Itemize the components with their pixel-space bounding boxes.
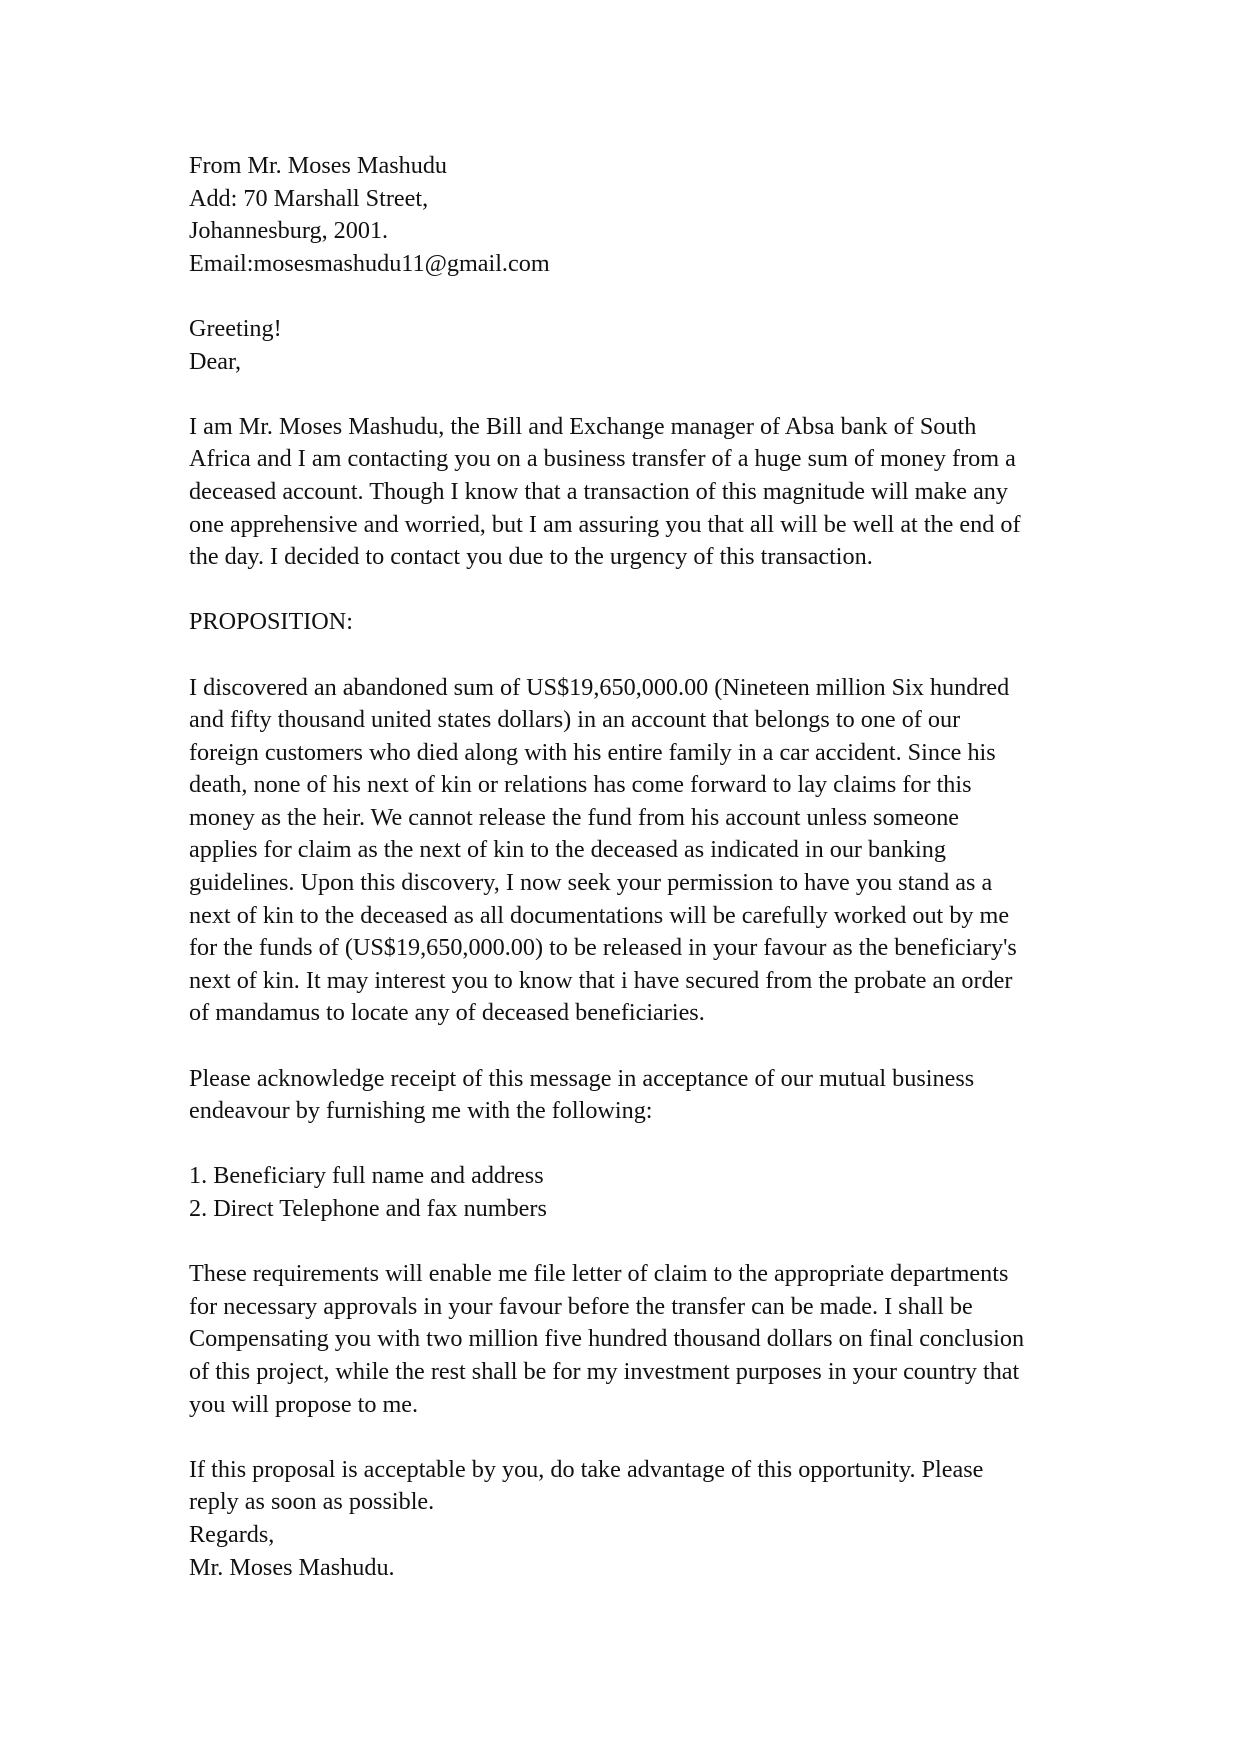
proposition-heading: PROPOSITION: xyxy=(189,608,353,636)
paragraph-gap xyxy=(189,1226,1089,1259)
paragraph-gap xyxy=(189,639,1089,672)
salutation xyxy=(189,313,1089,378)
sender-address-line: Add: 70 Marshall Street, xyxy=(189,184,429,212)
requirements-list xyxy=(189,1160,1089,1225)
paragraph-gap xyxy=(189,1421,1089,1454)
closing-paragraph xyxy=(189,1454,1089,1584)
sender-header xyxy=(189,150,1089,280)
request-line: endeavour by furnishing me with the following: xyxy=(189,1097,653,1125)
requirements-line: for necessary approvals in your favour before the transfer can be made. I shall be xyxy=(189,1292,973,1320)
proposition-line: applies for claim as the next of kin to the deceased as indicated in our banking xyxy=(189,836,946,864)
sender-city-line: Johannesburg, 2001. xyxy=(189,217,389,245)
letter-body xyxy=(189,150,1089,1584)
greeting-line: Greeting! xyxy=(189,314,282,342)
request-paragraph xyxy=(189,1063,1089,1128)
intro-line: Africa and I am contacting you on a business transfer of a huge sum of money from a xyxy=(189,445,1016,473)
closing-line: If this proposal is acceptable by you, do take advantage of this opportunity. Please xyxy=(189,1455,984,1483)
signature-name: Mr. Moses Mashudu. xyxy=(189,1553,395,1581)
closing-line: reply as soon as possible. xyxy=(189,1488,435,1516)
dear-line: Dear, xyxy=(189,347,242,375)
proposition-line: guidelines. Upon this discovery, I now seek your permission to have you stand as a xyxy=(189,869,993,897)
proposition-line: I discovered an abandoned sum of US$19,650,000.00 (Nineteen million Six hundred xyxy=(189,673,1010,701)
intro-line: deceased account. Though I know that a transaction of this magnitude will make any xyxy=(189,477,1008,505)
paragraph-gap xyxy=(189,574,1089,607)
intro-line: the day. I decided to contact you due to the urgency of this transaction. xyxy=(189,543,873,571)
paragraph-gap xyxy=(189,378,1089,411)
sender-email: Email:mosesmashudu11@gmail.com xyxy=(189,249,550,277)
proposition-line: next of kin to the deceased as all documentations will be carefully worked out by me xyxy=(189,901,1010,929)
list-item: 1. Beneficiary full name and address xyxy=(189,1162,544,1190)
requirements-line: of this project, while the rest shall be for my investment purposes in your country that xyxy=(189,1357,1020,1385)
proposition-line: of mandamus to locate any of deceased beneficiaries. xyxy=(189,999,705,1027)
intro-line: one apprehensive and worried, but I am assuring you that all will be well at the end of xyxy=(189,510,1021,538)
proposition-line: next of kin. It may interest you to know that i have secured from the probate an order xyxy=(189,966,1013,994)
paragraph-gap xyxy=(189,280,1089,313)
requirements-line: you will propose to me. xyxy=(189,1390,419,1418)
paragraph-gap xyxy=(189,1030,1089,1063)
proposition-line: and fifty thousand united states dollars) in an account that belongs to one of our xyxy=(189,706,961,734)
request-line: Please acknowledge receipt of this message in acceptance of our mutual business xyxy=(189,1064,975,1092)
intro-paragraph xyxy=(189,411,1089,574)
paragraph-gap xyxy=(189,1128,1089,1161)
intro-line: I am Mr. Moses Mashudu, the Bill and Exchange manager of Absa bank of South xyxy=(189,412,977,440)
sender-name: From Mr. Moses Mashudu xyxy=(189,152,448,179)
proposition-line: foreign customers who died along with his entire family in a car accident. Since his xyxy=(189,738,996,766)
list-item: 2. Direct Telephone and fax numbers xyxy=(189,1195,547,1222)
proposition-line: death, none of his next of kin or relations has come forward to lay claims for this xyxy=(189,771,972,799)
requirements-line: Compensating you with two million five hundred thousand dollars on final conclusion xyxy=(189,1325,1025,1353)
proposition-line: for the funds of (US$19,650,000.00) to be released in your favour as the beneficiary's xyxy=(189,934,1017,962)
requirements-paragraph xyxy=(189,1258,1089,1421)
proposition-line: money as the heir. We cannot release the fund from his account unless someone xyxy=(189,803,960,831)
proposition-paragraph xyxy=(189,672,1089,1031)
regards-line: Regards, xyxy=(189,1520,275,1548)
requirements-line: These requirements will enable me file letter of claim to the appropriate departments xyxy=(189,1260,1009,1288)
